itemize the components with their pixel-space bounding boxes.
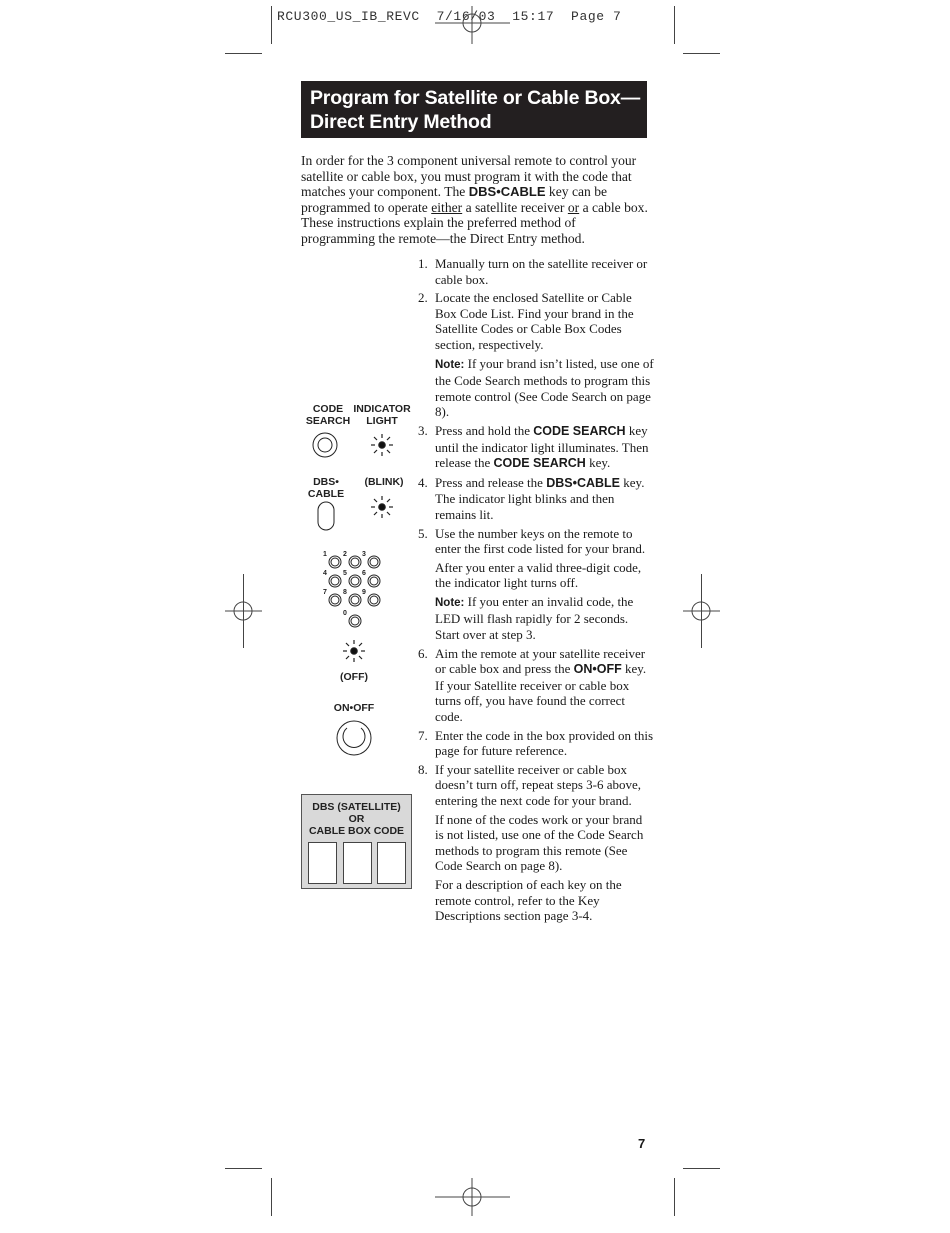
- step-2-note: Note: If your brand isn’t listed, use one of the Code Search methods to program this remote control (See Code Search on page 8).: [435, 355, 654, 420]
- code-record-box-label: DBS (SATELLITE) OR CABLE BOX CODE: [308, 801, 405, 837]
- step-2: 2. Locate the enclosed Satellite or Cable Box Code List. Find your brand in the Satellite Codes or Cable Box Codes section, respectively.: [418, 290, 634, 352]
- section-title: [301, 81, 647, 138]
- dbs-cable-button-icon: [318, 502, 334, 530]
- keypad-digit-1: 1: [323, 551, 327, 558]
- step-8-detail-2: For a description of each key on the remote control, refer to the Key Descriptions section page 3-4.: [435, 876, 622, 924]
- print-slug: RCU300_US_IB_REVC 7/16/03 15:17 Page 7: [277, 9, 622, 24]
- remote-illustration: [295, 425, 415, 765]
- keypad-digit-6: 6: [362, 570, 366, 577]
- step-7: 7. Enter the code in the box provided on this page for future reference.: [418, 727, 654, 759]
- keypad-digit-5: 5: [343, 570, 347, 577]
- keypad-digit-7: 7: [323, 589, 327, 596]
- code-digit-box-2[interactable]: [343, 842, 372, 884]
- step-1: 1. Manually turn on the satellite receiver or cable box.: [418, 256, 648, 287]
- step-4: 4. Press and release the DBS•CABLE key. The indicator light blinks and then remains lit.: [418, 474, 645, 522]
- dbs-cable-label: DBS• CABLE: [307, 476, 345, 500]
- indicator-light-label: INDICATOR LIGHT: [353, 403, 411, 427]
- indicator-light-icon: [371, 434, 393, 456]
- code-search-label: CODE SEARCH: [305, 403, 351, 427]
- step-3: 3. Press and hold the CODE SEARCH key until the indicator light illuminates. Then release the CODE SEARCH key.: [418, 422, 649, 471]
- keypad-digit-0: 0: [343, 610, 347, 617]
- dbs-cable-key-name: DBS•CABLE: [468, 184, 546, 200]
- title-line-1: Program for Satellite or Cable Box—: [310, 87, 640, 109]
- step-5: 5. Use the number keys on the remote to enter the first code listed for your brand.: [418, 525, 646, 557]
- title-line-2: Direct Entry Method: [310, 111, 492, 133]
- keypad-digit-9: 9: [362, 589, 366, 596]
- code-record-box: [301, 794, 412, 889]
- keypad-digit-3: 3: [362, 551, 366, 558]
- step-5-note: Note: If you enter an invalid code, the LED will flash rapidly for 2 seconds. Start over at step 3.: [435, 593, 634, 643]
- page-number: 7: [638, 1136, 646, 1151]
- step-6: 6. Aim the remote at your satellite receiver or cable box and press the ON•OFF key. If your Satellite receiver or cable box turns off, you have found the correct code.: [418, 645, 647, 725]
- on-off-label: ON•OFF: [333, 702, 375, 714]
- keypad-digit-4: 4: [323, 570, 327, 577]
- code-search-button-icon: [313, 433, 337, 457]
- on-off-button-icon: [337, 721, 371, 755]
- blink-indicator-icon: [371, 496, 393, 518]
- code-digit-box-1[interactable]: [308, 842, 337, 884]
- keypad-digit-2: 2: [343, 551, 347, 558]
- off-indicator-icon: [343, 640, 365, 662]
- off-label: (OFF): [340, 671, 368, 683]
- step-8-detail-1: If none of the codes work or your brand is not listed, use one of the Code Search methods to program this remote (See Code Search on page 8).: [435, 811, 644, 874]
- intro-paragraph: In order for the 3 component universal remote to control your satellite or cable box, you must program it with the code that matches your component. The DBS•CABLE key can be programmed to operate either a satellite receiver or a cable box. These instructions explain the preferred method of programming the remote—the Direct Entry method.: [301, 153, 648, 246]
- keypad-digit-8: 8: [343, 589, 347, 596]
- step-8: 8. If your satellite receiver or cable box doesn’t turn off, repeat steps 3-6 above, entering the next code for your brand.: [418, 761, 642, 808]
- instruction-steps: [418, 256, 654, 927]
- code-digit-box-3[interactable]: [377, 842, 406, 884]
- step-5-detail: After you enter a valid three-digit code, the indicator light turns off.: [435, 559, 642, 591]
- number-keypad-icon: [329, 556, 380, 627]
- blink-label: (BLINK): [364, 476, 404, 488]
